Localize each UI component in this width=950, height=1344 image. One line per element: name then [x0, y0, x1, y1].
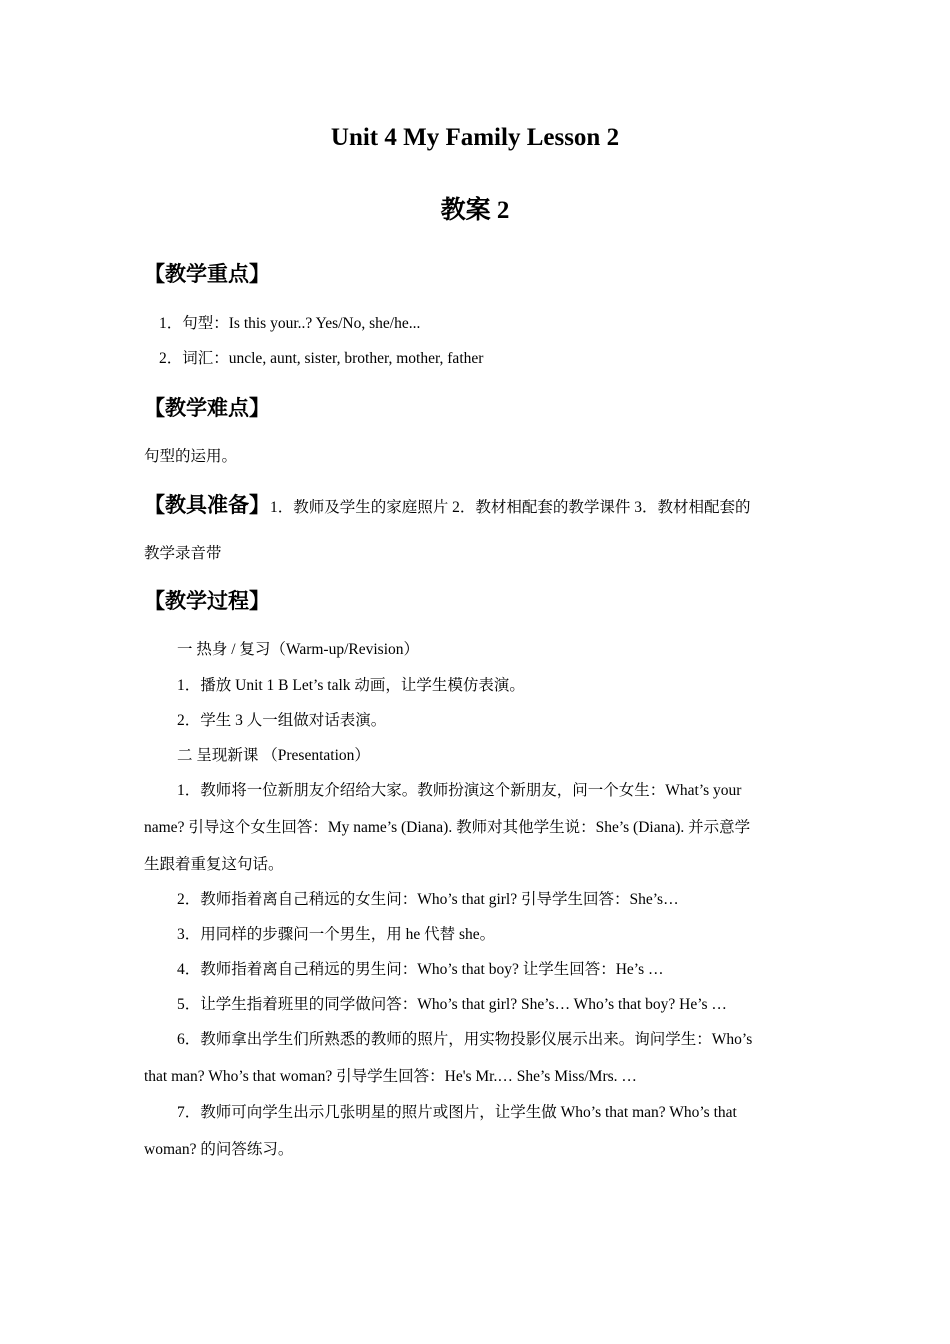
- document-title: Unit 4 My Family Lesson 2: [330, 124, 620, 151]
- process-line: 3．用同样的步骤问一个男生，用 he 代替 she。: [177, 926, 496, 943]
- process-line: 二 呈现新课 （Presentation）: [177, 747, 370, 764]
- process-line: that man? Who’s that woman? 引导学生回答：He's Mr.… She’s Miss/Mrs. …: [144, 1068, 637, 1085]
- materials-block: [144, 489, 751, 519]
- process-heading: 【教学过程】: [144, 589, 270, 613]
- key-point-item: 1．句型：Is this your..? Yes/No, she/he...: [159, 315, 421, 332]
- process-line: 6．教师拿出学生们所熟悉的教师的照片，用实物投影仪展示出来。询问学生：Who’s: [177, 1031, 753, 1048]
- process-line: woman? 的问答练习。: [144, 1141, 294, 1158]
- process-line: 1．播放 Unit 1 B Let’s talk 动画，让学生模仿表演。: [177, 677, 525, 694]
- process-line: 5．让学生指着班里的同学做问答：Who’s that girl? She’s… Who’s that boy? He’s …: [177, 996, 727, 1013]
- process-line: 生跟着重复这句话。: [144, 856, 284, 873]
- process-line: 2．教师指着离自己稍远的女生问：Who’s that girl? 引导学生回答：She’s…: [177, 891, 679, 908]
- difficulties-text: 句型的运用。: [144, 448, 238, 465]
- document-subtitle: 教案 2: [440, 197, 510, 224]
- key-points-heading: 【教学重点】: [144, 262, 270, 286]
- key-point-item: 2．词汇：uncle, aunt, sister, brother, mother, father: [159, 350, 484, 367]
- process-line: 一 热身 / 复习（Warm-up/Revision）: [177, 641, 419, 658]
- materials-heading: 【教具准备】: [144, 493, 270, 517]
- process-line: 7．教师可向学生出示几张明星的照片或图片，让学生做 Who’s that man? Who’s that: [177, 1104, 737, 1121]
- process-line: name? 引导这个女生回答：My name’s (Diana). 教师对其他学生说：She’s (Diana). 并示意学: [144, 819, 751, 836]
- process-line: 4．教师指着离自己稍远的男生问：Who’s that boy? 让学生回答：He’s …: [177, 961, 664, 978]
- process-line: 1．教师将一位新朋友介绍给大家。教师扮演这个新朋友，问一个女生：What’s your: [177, 782, 742, 799]
- difficulties-heading: 【教学难点】: [144, 396, 270, 420]
- materials-text: 1．教师及学生的家庭照片 2．教材相配套的教学课件 3．教材相配套的: [270, 499, 751, 516]
- materials-text-continued: 教学录音带: [144, 545, 222, 562]
- process-line: 2．学生 3 人一组做对话表演。: [177, 712, 387, 729]
